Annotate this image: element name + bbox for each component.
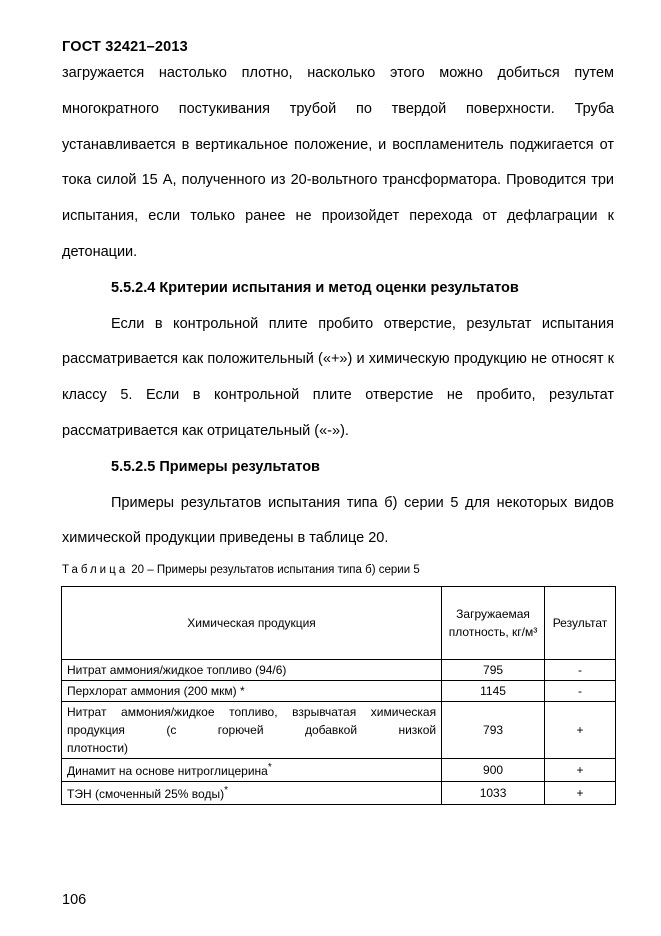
header-product: Химическая продукция bbox=[62, 587, 442, 660]
section-heading-5-5-2-4: 5.5.2.4 Критерии испытания и метод оценки результатов bbox=[111, 279, 519, 296]
results-table bbox=[61, 586, 616, 805]
result-cell: + bbox=[545, 702, 616, 759]
density-cell: 793 bbox=[442, 702, 545, 759]
table-row bbox=[62, 782, 616, 805]
density-cell: 795 bbox=[442, 660, 545, 681]
table-row bbox=[62, 660, 616, 681]
product-cell bbox=[62, 702, 442, 759]
product-cell: Нитрат аммония/жидкое топливо (94/6) bbox=[62, 660, 442, 681]
table-caption bbox=[62, 564, 420, 576]
paragraph-examples: Примеры результатов испытания типа б) серии 5 для некоторых видов химической продукции приведены в таблице 20. bbox=[62, 494, 614, 547]
product-text-end: плотности) bbox=[67, 741, 129, 755]
table-row bbox=[62, 702, 616, 759]
body-text bbox=[62, 56, 614, 557]
product-text: Динамит на основе нитроглицерина bbox=[67, 764, 268, 778]
page-number: 106 bbox=[62, 892, 87, 908]
table-caption-text: 20 – Примеры результатов испытания типа б) серии 5 bbox=[128, 564, 420, 576]
result-cell: + bbox=[545, 782, 616, 805]
footnote-mark: * bbox=[267, 762, 272, 773]
result-cell: - bbox=[545, 660, 616, 681]
density-cell: 900 bbox=[442, 759, 545, 782]
product-text: Нитрат аммония/жидкое топливо, взрывчатая химическая продукция (с горючей добавкой низкой bbox=[67, 705, 437, 737]
table-row bbox=[62, 681, 616, 702]
footnote-mark: * bbox=[224, 785, 228, 796]
product-cell bbox=[62, 759, 442, 782]
density-cell: 1033 bbox=[442, 782, 545, 805]
product-text: ТЭН (смоченный 25% воды) bbox=[67, 787, 225, 801]
result-cell: - bbox=[545, 681, 616, 702]
product-cell bbox=[62, 782, 442, 805]
header-density: Загружаемая плотность, кг/м³ bbox=[442, 587, 545, 660]
table-header-row bbox=[62, 587, 616, 660]
table-row bbox=[62, 759, 616, 782]
density-cell: 1145 bbox=[442, 681, 545, 702]
product-cell: Перхлорат аммония (200 мкм) * bbox=[62, 681, 442, 702]
result-cell: + bbox=[545, 759, 616, 782]
table-caption-label: Таблица bbox=[62, 564, 129, 576]
paragraph-criteria: Если в контрольной плите пробито отверстие, результат испытания рассматривается как положительный («+») и химическую продукцию не относят к классу 5. Если в контрольной плите отверстие не пробито, результат рассматривается как отрицательный («-»). bbox=[62, 315, 614, 439]
standard-header: ГОСТ 32421–2013 bbox=[62, 39, 188, 55]
paragraph-continuation: загружается настолько плотно, насколько этого можно добиться путем многократного постукивания трубой по твердой поверхности. Труба устанавливается в вертикальное положение, и воспламенитель поджигается от тока силой 15 А, полученного из 20-вольтного трансформатора. Проводится три испытания, если только ранее не произойдет перехода от дефлаграции к детонации. bbox=[62, 65, 614, 260]
header-result: Результат bbox=[545, 587, 616, 660]
section-heading-5-5-2-5: 5.5.2.5 Примеры результатов bbox=[111, 458, 320, 475]
